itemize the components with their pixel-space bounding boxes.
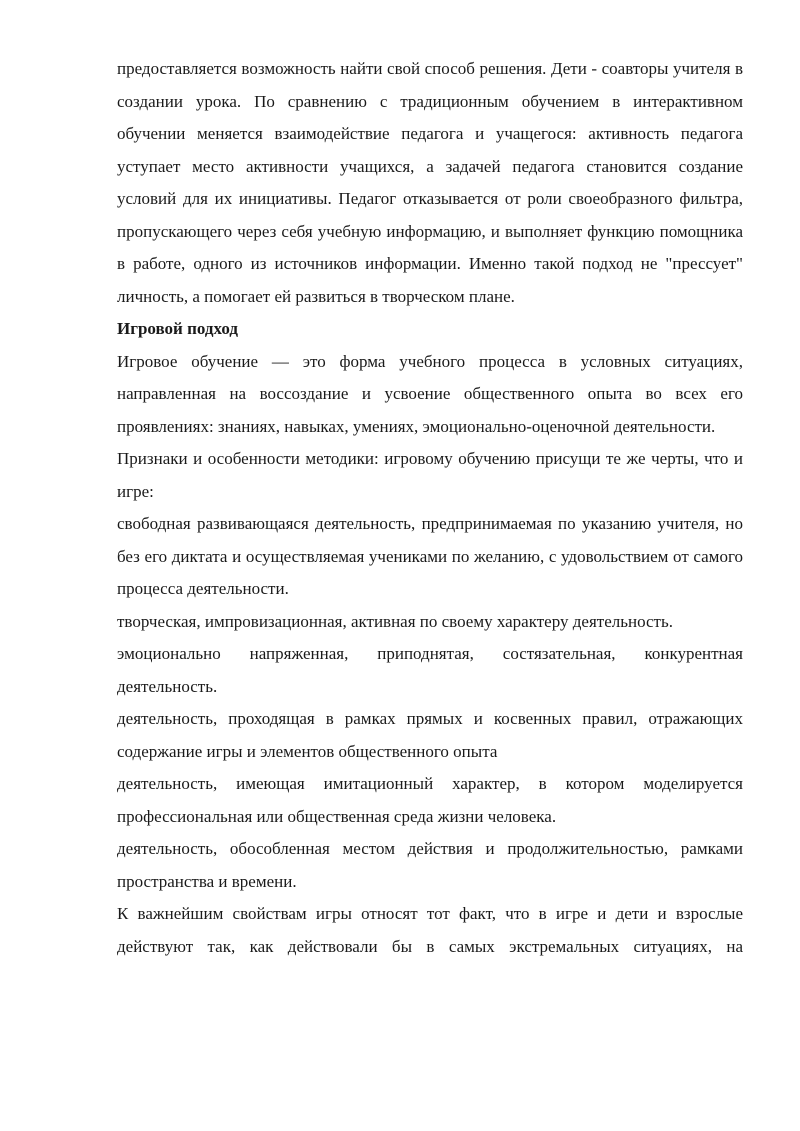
- list-item-creative-activity: творческая, импровизационная, активная по своему характеру деятельность.: [117, 611, 673, 631]
- list-item-rules-activity: деятельность, проходящая в рамках прямых и косвенных правил, отражающих содержание игры и элементов общественного опыта: [117, 709, 743, 761]
- document-body: [117, 53, 743, 963]
- list-item-emotional-activity: эмоционально напряженная, приподнятая, состязательная, конкурентная деятельность.: [117, 644, 743, 696]
- paragraph-interactive-learning: предоставляется возможность найти свой способ решения. Дети - соавторы учителя в создании урока. По сравнению с традиционным обучением в интерактивном обучении меняется взаимодействие педагога и учащегося: активность педагога уступает место активности учащихся, а задачей педагога становится создание условий для их инициативы. Педагог отказывается от роли своеобразного фильтра, пропускающего через себя учебную информацию, и выполняет функцию помощника в работе, одного из источников информации. Именно такой подход не "прессует" личность, а помогает ей развиться в творческом плане.: [117, 59, 743, 306]
- paragraph-method-features: Признаки и особенности методики: игровому обучению присущи те же черты, что и игре:: [117, 449, 743, 501]
- list-item-isolated-activity: деятельность, обособленная местом действия и продолжительностью, рамками пространства и времени.: [117, 839, 743, 891]
- list-item-free-activity: свободная развивающаяся деятельность, предпринимаемая по указанию учителя, но без его диктата и осуществляемая учениками по желанию, с удовольствием от самого процесса деятельности.: [117, 514, 743, 598]
- paragraph-game-properties: К важнейшим свойствам игры относят тот факт, что в игре и дети и взрослые действуют так, как действовали бы в самых экстремальных ситуациях, на: [117, 904, 743, 956]
- section-heading-game-approach: Игровой подход: [117, 319, 238, 338]
- list-item-imitation-activity: деятельность, имеющая имитационный характер, в котором моделируется профессиональная или общественная среда жизни человека.: [117, 774, 743, 826]
- paragraph-game-learning-definition: Игровое обучение — это форма учебного процесса в условных ситуациях, направленная на воссоздание и усвоение общественного опыта во всех его проявлениях: знаниях, навыках, умениях, эмоционально-оценочной деятельности.: [117, 351, 743, 436]
